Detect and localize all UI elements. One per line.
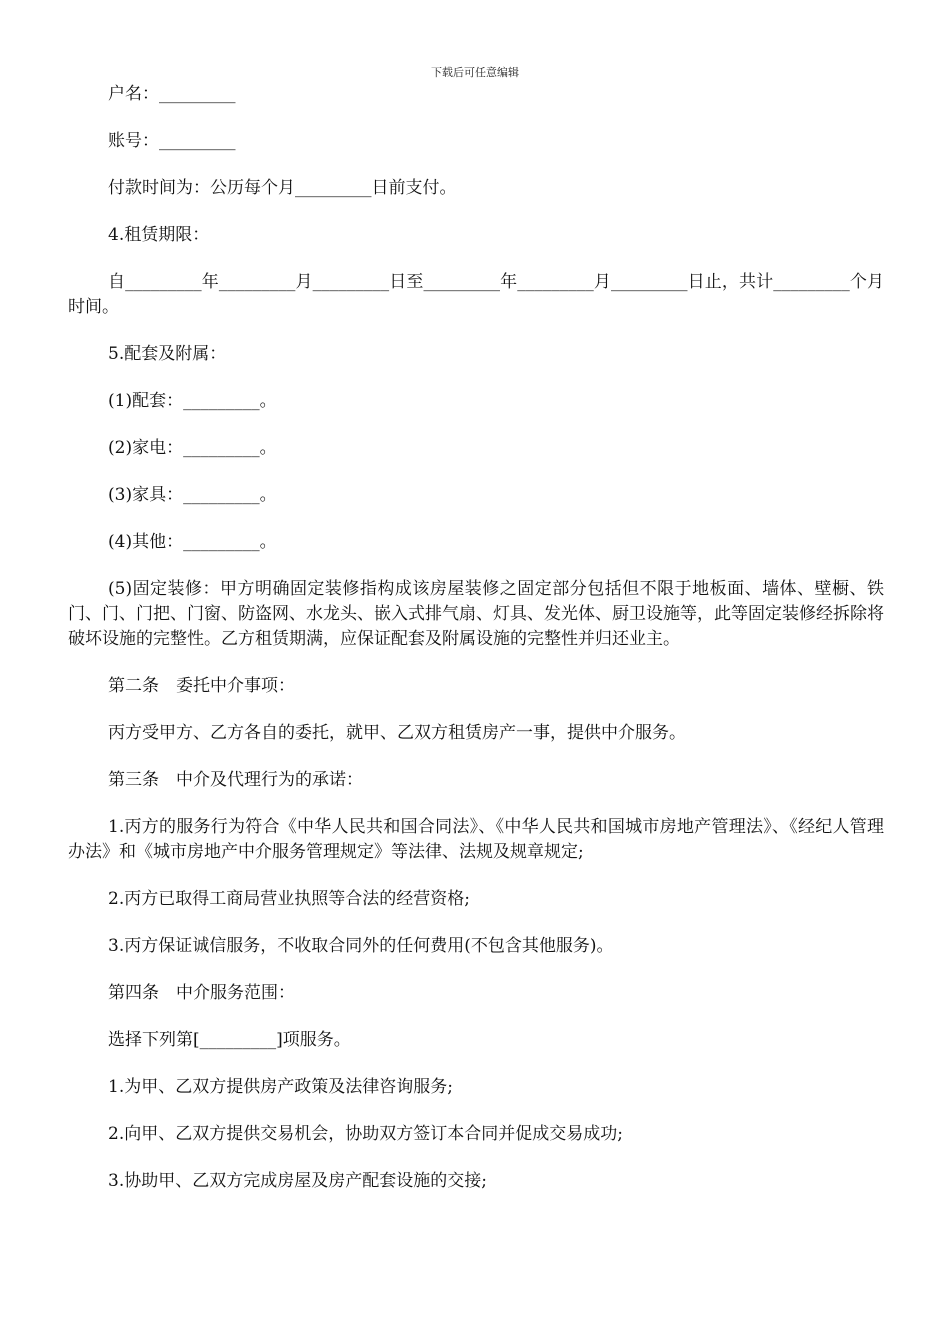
document-body [68,82,884,1216]
facilities-item-other: (4)其他：_________。 [108,532,277,552]
article-4-item-3: 3.协助甲、乙双方完成房屋及房产配套设施的交接; [108,1171,487,1191]
facilities-item-supporting: (1)配套：_________。 [108,391,277,411]
article-3-item-2: 2.丙方已取得工商局营业执照等合法的经营资格; [108,889,470,909]
page-header-note: 下载后可任意编辑 [431,66,519,79]
lease-term-text: 自_________年_________月_________日至_________年_________月_________日止，共计_________个月时间。 [68,272,884,317]
facilities-heading: 5.配套及附属： [108,344,227,364]
account-number-line: 账号：_________ [108,131,236,151]
article-3-item-3: 3.丙方保证诚信服务，不收取合同外的任何费用(不包含其他服务)。 [108,936,614,956]
facilities-item-fixed-decoration: (5)固定装修：甲方明确固定装修指构成该房屋装修之固定部分包括但不限于地板面、墙体、壁橱、铁门、门、门把、门窗、防盗网、水龙头、嵌入式排气扇、灯具、发光体、厨卫设施等，此等固定装修经拆除将破坏设施的完整性。乙方租赁期满，应保证配套及附属设施的完整性并归还业主。 [68,579,884,649]
article-4-item-1: 1.为甲、乙双方提供房产政策及法律咨询服务; [108,1077,453,1097]
payment-time-line: 付款时间为：公历每个月_________日前支付。 [108,178,457,198]
facilities-item-furniture: (3)家具：_________。 [108,485,277,505]
article-2-text: 丙方受甲方、乙方各自的委托，就甲、乙双方租赁房产一事，提供中介服务。 [108,723,686,743]
facilities-item-appliances: (2)家电：_________。 [108,438,277,458]
article-3-item-1: 1.丙方的服务行为符合《中华人民共和国合同法》、《中华人民共和国城市房地产管理法》、《经纪人管理办法》和《城市房地产中介服务管理规定》等法律、法规及规章规定; [68,817,884,862]
article-3-heading: 第三条 中介及代理行为的承诺： [108,770,363,790]
article-2-heading: 第二条 委托中介事项： [108,676,295,696]
article-4-selection: 选择下列第[_________]项服务。 [108,1030,351,1050]
account-name-line: 户名：_________ [108,84,236,104]
lease-term-heading: 4.租赁期限： [108,225,210,245]
article-4-item-2: 2.向甲、乙双方提供交易机会，协助双方签订本合同并促成交易成功; [108,1124,623,1144]
article-4-heading: 第四条 中介服务范围： [108,983,295,1003]
